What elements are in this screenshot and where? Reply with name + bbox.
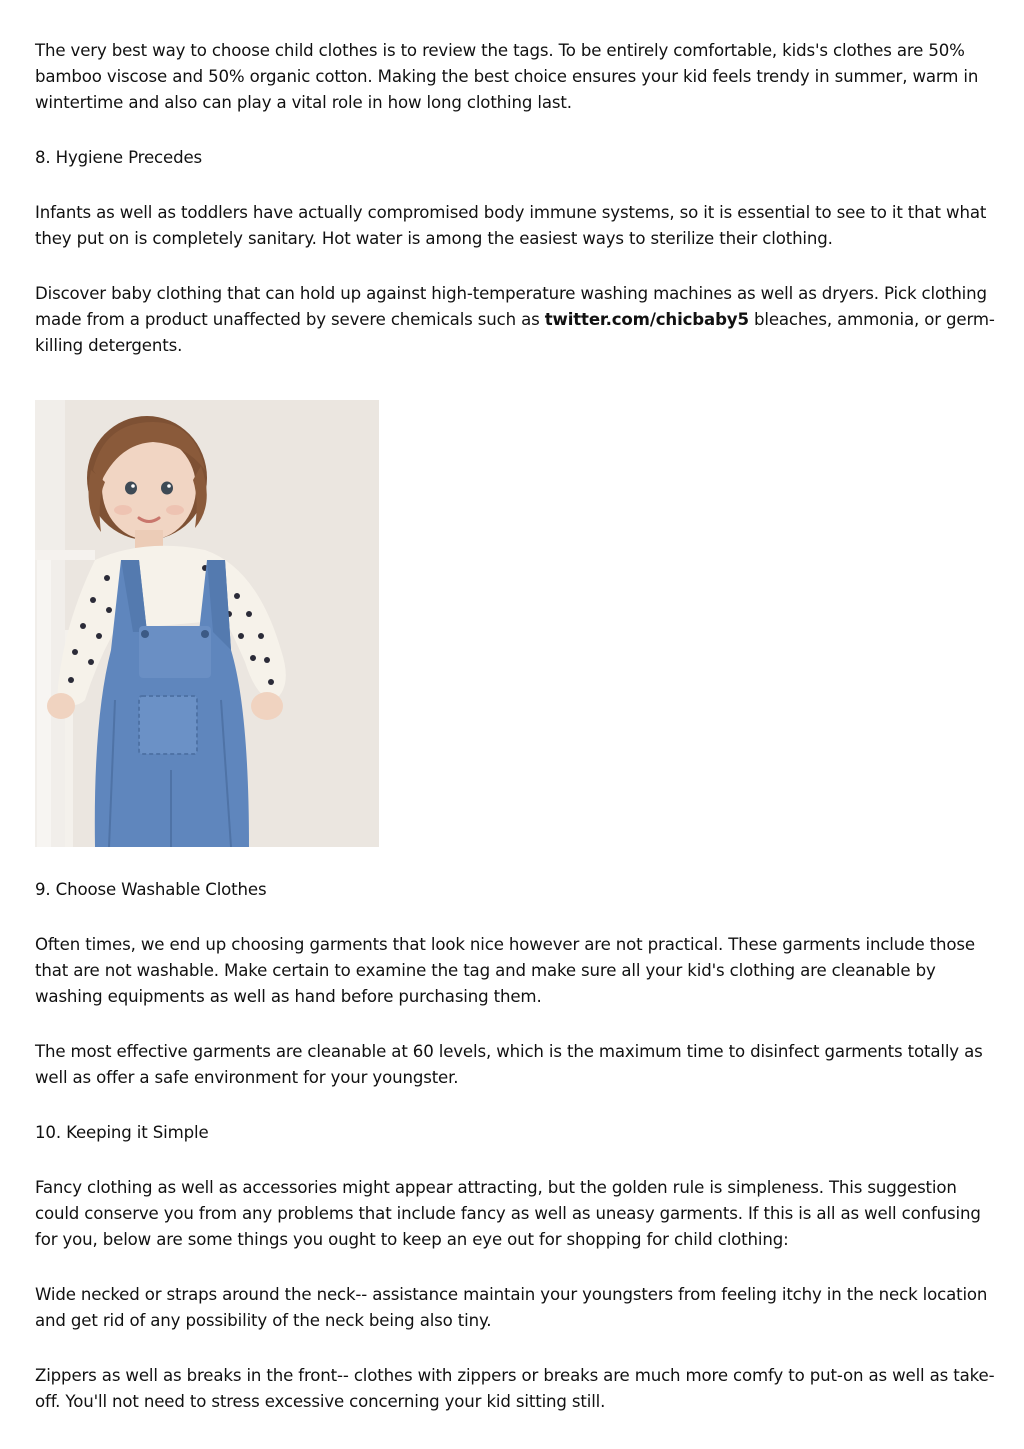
toddler-in-denim-overalls-photo xyxy=(35,400,379,847)
text-segment: bleaches, ammonia, or germ-killing detergents. xyxy=(35,310,995,355)
paragraph-high-temperature xyxy=(35,281,995,359)
heading-washable: 9. Choose Washable Clothes xyxy=(35,880,267,899)
article-body xyxy=(35,38,995,1415)
paragraph-wide-necked: Wide necked or straps around the neck-- assistance maintain your youngsters from feeling itchy in the neck location and get rid of any possibility of the neck being also tiny. xyxy=(35,1285,988,1330)
toddler-photo xyxy=(35,400,379,847)
paragraph-immune-systems: Infants as well as toddlers have actually compromised body immune systems, so it is essential to see to it that what they put on is completely sanitary. Hot water is among the easiest ways to sterilize their clothing. xyxy=(35,203,987,248)
text-segment: Discover baby clothing that can hold up against high-temperature washing machines as well as dryers. Pick clothing made from a product unaffected by severe chemicals such as xyxy=(35,284,987,329)
paragraph-sixty-levels: The most effective garments are cleanable at 60 levels, which is the maximum time to disinfect garments totally as well as offer a safe environment for your youngster. xyxy=(35,1042,983,1087)
paragraph-fabric-tags: The very best way to choose child clothes is to review the tags. To be entirely comfortable, kids's clothes are 50% bamboo viscose and 50% organic cotton. Making the best choice ensures your kid feels trendy in summer, warm in wintertime and also can play a vital role in how long clothing last. xyxy=(35,41,979,112)
paragraph-golden-rule: Fancy clothing as well as accessories might appear attracting, but the golden rule is simpleness. This suggestion could conserve you from any problems that include fancy as well as uneasy garments. If this is all as well confusing for you, below are some things you ought to keep an eye out for shopping for child clothing: xyxy=(35,1178,981,1249)
twitter-link[interactable]: twitter.com/chicbaby5 xyxy=(544,310,749,329)
paragraph-practical-garments: Often times, we end up choosing garments that look nice however are not practical. These garments include those that are not washable. Make certain to examine the tag and make sure all your kid's clothing are cleanable by washing equipments as well as hand before purchasing them. xyxy=(35,935,975,1006)
heading-keeping-simple: 10. Keeping it Simple xyxy=(35,1123,209,1142)
heading-hygiene: 8. Hygiene Precedes xyxy=(35,148,203,167)
paragraph-zippers: Zippers as well as breaks in the front-- clothes with zippers or breaks are much more comfy to put-on as well as take-off. You'll not need to stress excessive concerning your kid sitting still. xyxy=(35,1366,995,1411)
